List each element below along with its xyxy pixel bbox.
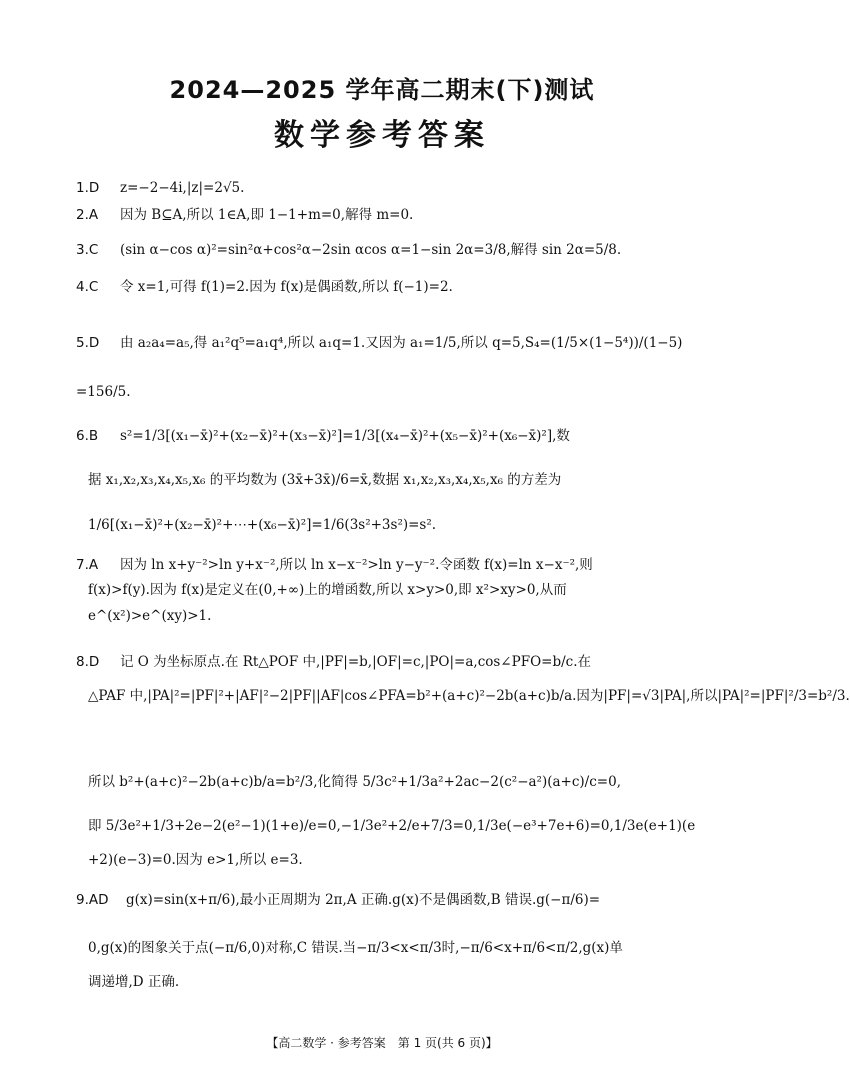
answer-7-text: 因为 ln x+y⁻²>ln y+x⁻²,所以 ln x−x⁻²>ln y−y⁻².令函数 f(x)=ln x−x⁻²,则 (120, 557, 593, 573)
answer-6-text: s²=1/3[(x₁−x̄)²+(x₂−x̄)²+(x₃−x̄)²]=1/3[(x₄−x̄)²+(x₅−x̄)²+(x₆−x̄)²],数 (120, 428, 570, 444)
answer-8-choice: 8.D (76, 654, 100, 670)
answer-6-line2: 据 x₁,x₂,x₃,x₄,x₅,x₆ 的平均数为 (3x̄+3x̄)/6=x̄,数据 x₁,x₂,x₃,x₄,x₅,x₆ 的方差为 (88, 472, 562, 488)
answer-5-text: 由 a₂a₄=a₅,得 a₁²q⁵=a₁q⁴,所以 a₁q=1.又因为 a₁=1/5,所以 q=5,S₄=(1/5×(1−5⁴))/(1−5) (120, 335, 683, 351)
answer-3-text: (sin α−cos α)²=sin²α+cos²α−2sin αcos α=1−sin 2α=3/8,解得 sin 2α=5/8. (120, 242, 622, 258)
answer-7 (76, 555, 593, 575)
answer-4-text: 令 x=1,可得 f(1)=2.因为 f(x)是偶函数,所以 f(−1)=2. (120, 279, 453, 295)
answer-5 (76, 333, 682, 353)
answer-8 (76, 652, 591, 672)
exam-title: 2024—2025 学年高二期末(下)测试 (169, 76, 595, 104)
answer-8-line2: △PAF 中,|PA|²=|PF|²+|AF|²−2|PF||AF|cos∠PFA=b²+(a+c)²−2b(a+c)b/a.因为|PF|=√3|PA|,所以|PA|²=|PF|²/3=b²/3. (88, 688, 850, 704)
answer-5-choice: 5.D (76, 335, 100, 351)
answer-6-line3: 1/6[(x₁−x̄)²+(x₂−x̄)²+⋯+(x₆−x̄)²]=1/6(3s²+3s²)=s². (88, 517, 437, 533)
answer-4-choice: 4.C (76, 279, 99, 295)
doc-subtitle: 数学参考答案 (274, 118, 490, 153)
answer-9-line3: 调递增,D 正确. (88, 974, 180, 990)
answer-9-text: g(x)=sin(x+π/6),最小正周期为 2π,A 正确.g(x)不是偶函数,B 错误.g(−π/6)= (126, 892, 601, 908)
answer-8-line4: 所以 b²+(a+c)²−2b(a+c)b/a=b²/3,化简得 5/3c²+1/3a²+2ac−2(c²−a²)(a+c)/c=0, (88, 774, 621, 790)
answer-1-text: z=−2−4i,|z|=2√5. (120, 180, 245, 196)
answer-3-choice: 3.C (76, 242, 99, 258)
answer-1 (76, 178, 244, 198)
answer-2 (76, 205, 413, 225)
answer-6-choice: 6.B (76, 428, 99, 444)
answer-9-line2: 0,g(x)的图象关于点(−π/6,0)对称,C 错误.当−π/3<x<π/3时,−π/6<x+π/6<π/2,g(x)单 (88, 940, 623, 956)
answer-7-choice: 7.A (76, 557, 99, 573)
answer-7-line2: f(x)>f(y).因为 f(x)是定义在(0,+∞)上的增函数,所以 x>y>0,即 x²>xy>0,从而 (88, 582, 567, 598)
answer-9 (76, 890, 600, 910)
answer-2-text: 因为 B⊆A,所以 1∈A,即 1−1+m=0,解得 m=0. (120, 207, 414, 223)
answer-7-line3: e^(x²)>e^(xy)>1. (88, 608, 212, 624)
answer-4 (76, 277, 453, 297)
answer-5-cont: =156/5. (76, 384, 131, 400)
answer-2-choice: 2.A (76, 207, 99, 223)
answer-8-line6: +2)(e−3)=0.因为 e>1,所以 e=3. (88, 852, 303, 868)
answer-3 (76, 240, 621, 260)
answer-1-choice: 1.D (76, 180, 100, 196)
page-footer: 【高二数学 · 参考答案 第 1 页(共 6 页)】 (266, 1036, 498, 1050)
answer-8-text: 记 O 为坐标原点.在 Rt△POF 中,|PF|=b,|OF|=c,|PO|=a,cos∠PFO=b/c.在 (120, 654, 591, 670)
answer-8-line5: 即 5/3e²+1/3+2e−2(e²−1)(1+e)/e=0,−1/3e²+2/e+7/3=0,1/3e(−e³+7e+6)=0,1/3e(e+1)(e (88, 818, 696, 834)
answer-9-choice: 9.AD (76, 892, 109, 908)
answer-6 (76, 426, 570, 446)
